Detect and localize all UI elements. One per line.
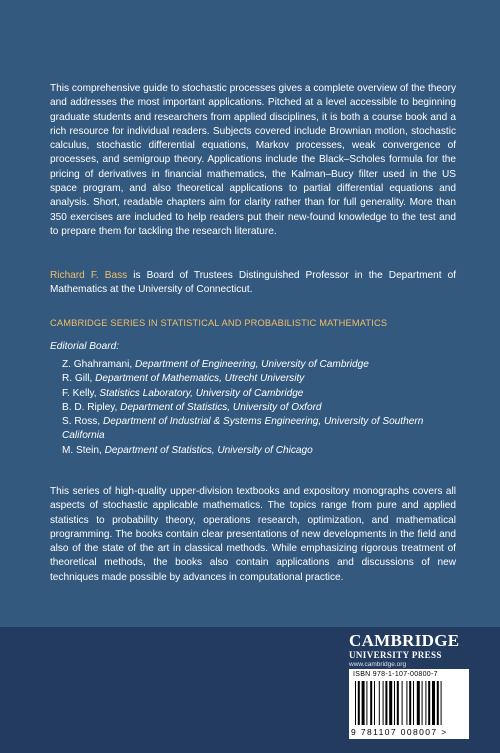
board-member <box>62 372 468 386</box>
board-member <box>62 401 468 415</box>
book-blurb: This comprehensive guide to stochastic processes gives a complete overview of the theory and addresses the most important applications. Pitched at a level accessible to beginning graduate students and researchers from applied disciplines, it is both a course book and a rich resource for individual readers. Subjects covered include Brownian motion, stochastic calculus, stochastic differential equations, Markov processes, weak convergence of processes, and semigroup theory. Applications include the Black–Scholes formula for the pricing of derivatives in financial mathematics, the Kalman–Bucy filter used in the US space program, and also theoretical applications to partial differential equations and analysis. Short, readable chapters aim for clarity rather than for full generality. More than 350 exercises are included to help readers put their new-found knowledge to the test and to prepare them for tackling the research literature. <box>50 83 456 237</box>
board-member <box>62 444 468 458</box>
author-bio <box>50 269 456 298</box>
publisher-name: CAMBRIDGE <box>349 631 460 650</box>
barcode-digits: 9 781107 008007 > <box>351 727 448 737</box>
editorial-board-heading: Editorial Board: <box>50 341 120 352</box>
author-name: Richard F. Bass <box>50 270 128 281</box>
board-member-affiliation: Department of Engineering, University of Cambridge <box>134 359 369 370</box>
board-member-name: Z. Ghahramani, <box>62 359 135 370</box>
publisher-url: www.cambridge.org <box>349 661 407 668</box>
board-member <box>62 358 468 372</box>
barcode-bars-icon <box>355 681 463 725</box>
board-member-affiliation: Department of Statistics, University of Oxford <box>120 401 322 413</box>
board-member-name: M. Stein, <box>62 444 105 456</box>
editorial-board-list <box>62 358 468 458</box>
board-member-name: B. D. Ripley, <box>62 401 121 413</box>
author-bio-text: is Board of Trustees Distinguished Professor in the Department of Mathematics at the University of Connecticut. <box>50 270 456 296</box>
board-member-affiliation: Statistics Laboratory, University of Cambridge <box>99 387 304 399</box>
publisher-subtitle: UNIVERSITY PRESS <box>349 650 442 660</box>
board-member-name: S. Ross, <box>62 416 103 428</box>
publisher-logo <box>349 632 469 669</box>
series-title: CAMBRIDGE SERIES IN STATISTICAL AND PROBABILISTIC MATHEMATICS <box>50 318 388 328</box>
series-description: This series of high-quality upper-division textbooks and expository monographs covers all aspects of stochastic applicable mathematics. The topics range from pure and applied statistics to probability theory, operations research, optimization, and mathematical programming. The books contain clear presentations of new developments in the field and also of the state of the art in classical methods. While emphasizing rigorous treatment of theoretical methods, the books also contain applications and discussions of new techniques made possible by advances in computational practice. <box>50 486 456 583</box>
board-member-name: F. Kelly, <box>62 387 100 399</box>
board-member <box>62 415 468 444</box>
board-member-affiliation: Department of Statistics, University of Chicago <box>104 444 313 456</box>
board-member-affiliation: Department of Mathematics, Utrecht University <box>95 373 305 385</box>
isbn-label: ISBN 978-1-107-00800-7 <box>353 671 438 678</box>
board-member <box>62 387 468 401</box>
barcode <box>349 669 469 739</box>
board-member-affiliation: Department of Industrial & Systems Engineering, University of Southern California <box>62 416 424 442</box>
board-member-name: R. Gill, <box>62 373 96 385</box>
